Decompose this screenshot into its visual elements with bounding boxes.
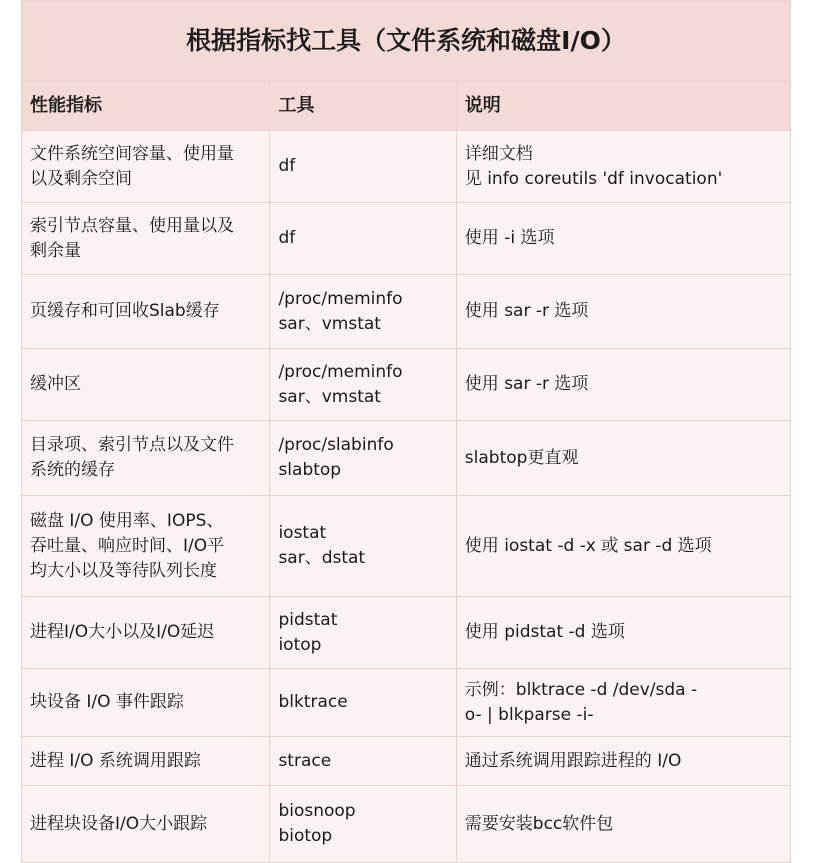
description-cell-line: 使用 sar -r 选项 [464,374,589,394]
description-cell [456,597,790,669]
tool-cell-line: biotop [278,826,333,846]
metric-cell-line: 剩余量 [30,240,81,261]
description-cell-line: 见 info coreutils 'df invocation' [464,168,723,189]
description-cell [456,737,790,786]
metric-cell-line: 以及剩余空间 [30,168,132,189]
tool-cell-line: df [278,156,296,176]
tool-cell-line: sar、dstat [278,548,366,568]
description-cell [456,496,790,597]
column-header-metric: 性能指标 [22,81,270,131]
description-cell-line: 使用 iostat -d -x 或 sar -d 选项 [464,535,712,556]
tool-cell [270,786,456,863]
tool-cell [270,597,456,669]
metric-cell [22,737,270,786]
metric-cell [22,131,270,203]
description-cell [456,669,790,737]
tool-cell [270,496,456,597]
metric-cell [22,669,270,737]
metric-cell [22,349,270,421]
tool-cell-line: strace [278,750,332,771]
tool-cell [270,421,456,496]
tool-cell [270,275,456,349]
tool-cell [270,669,456,737]
metric-cell [22,786,270,863]
column-header-description: 说明 [456,81,790,131]
table-row [22,349,791,421]
metric-cell-line: 系统的缓存 [30,460,115,480]
description-cell [456,275,790,349]
metric-cell-line: 进程 I/O 系统调用跟踪 [30,750,201,771]
tool-cell-line: /proc/meminfo [278,288,403,309]
tools-table-container [21,0,791,863]
description-cell-line: 使用 -i 选项 [464,228,555,248]
metric-cell-line: 磁盘 I/O 使用率、IOPS、 [30,510,224,531]
tool-cell-line: blktrace [278,692,348,712]
tool-cell-line: slabtop [278,460,342,480]
title-row [22,1,791,81]
description-cell [456,203,790,275]
description-cell-line: 通过系统调用跟踪进程的 I/O [464,750,682,771]
metric-cell [22,203,270,275]
table-row [22,131,791,203]
tool-cell [270,349,456,421]
table-row [22,203,791,275]
metric-cell [22,496,270,597]
table-row [22,275,791,349]
metric-cell [22,597,270,669]
metric-cell [22,275,270,349]
header-row [22,81,791,131]
tool-cell-line: biosnoop [278,801,356,821]
tool-cell-line: sar、vmstat [278,313,381,334]
tool-cell-line: /proc/meminfo [278,361,403,382]
metric-cell-line: 目录项、索引节点以及文件 [30,435,234,455]
table-title: 根据指标找工具（文件系统和磁盘I/O） [22,1,791,81]
description-cell-line: 详细文档 [464,143,533,164]
table-row [22,669,791,737]
metric-cell-line: 页缓存和可回收Slab缓存 [30,301,220,321]
metric-cell-line: 缓冲区 [30,374,81,394]
metric-cell-line: 吞吐量、响应时间、I/O平 [30,535,225,556]
tools-table [21,0,791,863]
description-cell-line: 使用 sar -r 选项 [464,301,589,321]
table-row [22,786,791,863]
tool-cell-line: /proc/slabinfo [278,435,394,455]
table-row [22,496,791,597]
tool-cell-line: sar、vmstat [278,386,381,407]
metric-cell-line: 文件系统空间容量、使用量 [30,143,234,164]
tool-cell-line: pidstat [278,609,338,630]
column-header-tool: 工具 [270,81,456,131]
tool-cell-line: iostat [278,523,327,543]
metric-cell-line: 块设备 I/O 事件跟踪 [30,692,184,712]
description-cell [456,131,790,203]
metric-cell-line: 均大小以及等待队列长度 [30,560,217,581]
tool-cell [270,203,456,275]
description-cell-line: 需要安装bcc软件包 [464,813,614,834]
table-row [22,421,791,496]
tool-cell [270,131,456,203]
description-cell [456,349,790,421]
table-row [22,597,791,669]
description-cell-line: 使用 pidstat -d 选项 [464,622,625,642]
tool-cell [270,737,456,786]
tool-cell-line: df [278,228,296,248]
description-cell-line: o- | blkparse -i- [464,704,594,725]
description-cell-line: slabtop更直观 [464,447,579,468]
description-cell [456,421,790,496]
metric-cell [22,421,270,496]
metric-cell-line: 进程I/O大小以及I/O延迟 [30,622,215,642]
tool-cell-line: iotop [278,634,322,655]
metric-cell-line: 进程块设备I/O大小跟踪 [30,813,208,834]
description-cell-line: 示例：blktrace -d /dev/sda - [464,679,698,700]
table-row [22,737,791,786]
description-cell [456,786,790,863]
metric-cell-line: 索引节点容量、使用量以及 [30,215,234,236]
table-body [22,131,791,863]
